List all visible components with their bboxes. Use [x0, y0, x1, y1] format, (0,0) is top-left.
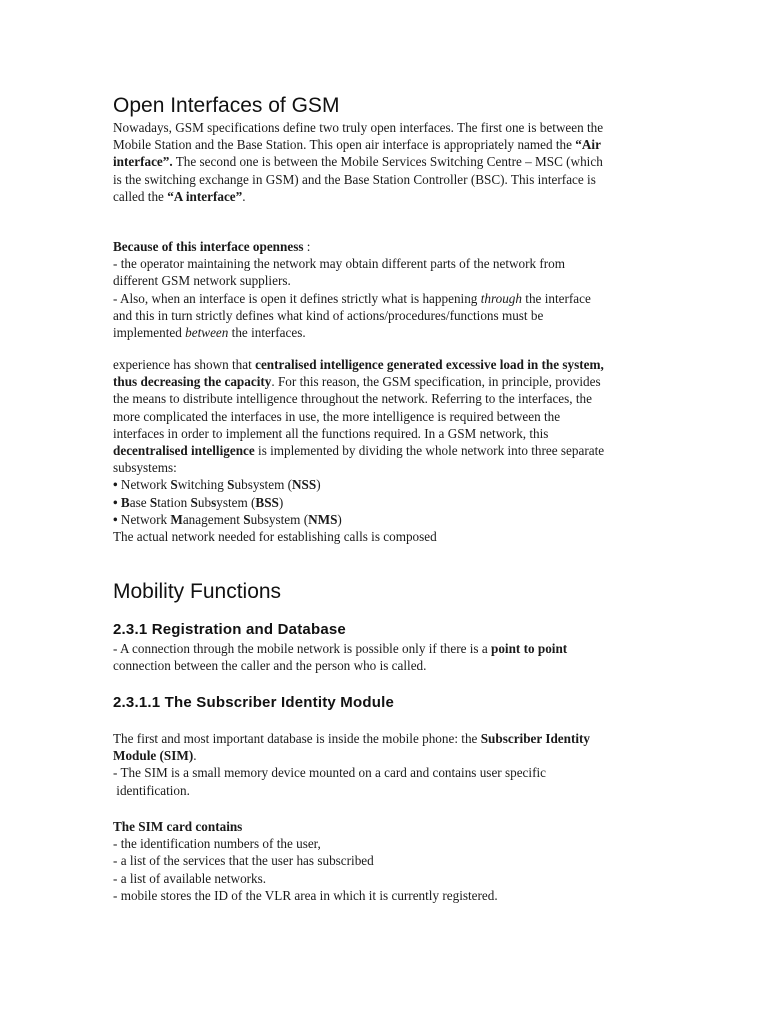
text-line: more complicated the interfaces in use, the more intelligence is required between the — [113, 408, 561, 424]
text-line: Mobile Station and the Base Station. This open air interface is appropriately named the “Air — [113, 137, 601, 153]
text-line: the means to distribute intelligence throughout the network. Referring to the interfaces, the — [113, 391, 592, 407]
text-line: The actual network needed for establishing calls is composed — [113, 528, 437, 544]
paragraph-sim — [113, 730, 658, 799]
text-line: implemented between the interfaces. — [113, 324, 306, 340]
text-line: Module (SIM). — [113, 748, 197, 764]
air-interface-term: “Air — [575, 137, 601, 153]
paragraph-heading: Because of this interface openness : — [113, 239, 311, 254]
subsection-title-registration: 2.3.1 Registration and Database — [113, 621, 346, 638]
text-line: called the “A interface”. — [113, 188, 246, 204]
paragraph-open-interfaces — [113, 119, 658, 205]
text-line: - Also, when an interface is open it defines strictly what is happening through the interface — [113, 290, 591, 306]
list-item: - a list of available networks. — [113, 870, 267, 886]
list-item-nms: • Network Management Subsystem (NMS) — [113, 511, 342, 527]
list-item: - mobile stores the ID of the VLR area in which it is currently registered. — [113, 887, 498, 903]
a-interface-term: “A interface” — [167, 188, 243, 204]
air-interface-term: interface”. — [113, 154, 173, 170]
paragraph-registration — [113, 640, 658, 674]
text-line: The first and most important database is inside the mobile phone: the Subscriber Identity — [113, 731, 591, 746]
text-line: - the operator maintaining the network may obtain different parts of the network from — [113, 256, 566, 272]
list-item: - a list of the services that the user has subscribed — [113, 853, 374, 869]
paragraph-openness — [113, 238, 658, 341]
text-line: - A connection through the mobile network is possible only if there is a point to point — [113, 641, 568, 656]
subsection-title-sim: 2.3.1.1 The Subscriber Identity Module — [113, 694, 394, 711]
paragraph-intelligence — [113, 356, 658, 545]
sim-card-contents — [113, 818, 658, 904]
section-title-mobility-functions: Mobility Functions — [113, 580, 282, 603]
text-line: experience has shown that centralised intelligence generated excessive load in the system, — [113, 357, 604, 372]
text-line: decentralised intelligence is implemented by dividing the whole network into three separate — [113, 442, 605, 458]
text-line: thus decreasing the capacity. For this reason, the GSM specification, in principle, provides — [113, 374, 601, 390]
section-title-open-interfaces: Open Interfaces of GSM — [113, 94, 340, 117]
text-line: is the switching exchange in GSM) and the Base Station Controller (BSC). This interface is — [113, 171, 596, 187]
text-line: subsystems: — [113, 460, 177, 476]
text-line: Nowadays, GSM specifications define two truly open interfaces. The first one is between the — [113, 120, 604, 135]
list-item-nss: • Network Switching Subsystem (NSS) — [113, 477, 321, 493]
text-line: interface”. The second one is between the Mobile Services Switching Centre – MSC (which — [113, 154, 603, 170]
text-line: - The SIM is a small memory device mounted on a card and contains user specific — [113, 765, 546, 781]
paragraph-heading: The SIM card contains — [113, 819, 243, 834]
text-line: interfaces in order to implement all the functions required. In a GSM network, this — [113, 425, 549, 441]
text-line: different GSM network suppliers. — [113, 273, 291, 289]
text-line: and this in turn strictly defines what kind of actions/procedures/functions must be — [113, 307, 544, 323]
text-line: identification. — [113, 782, 190, 798]
list-item: - the identification numbers of the user, — [113, 836, 321, 852]
text-line: connection between the caller and the person who is called. — [113, 658, 427, 674]
list-item-bss: • Base Station Subsystem (BSS) — [113, 494, 284, 510]
